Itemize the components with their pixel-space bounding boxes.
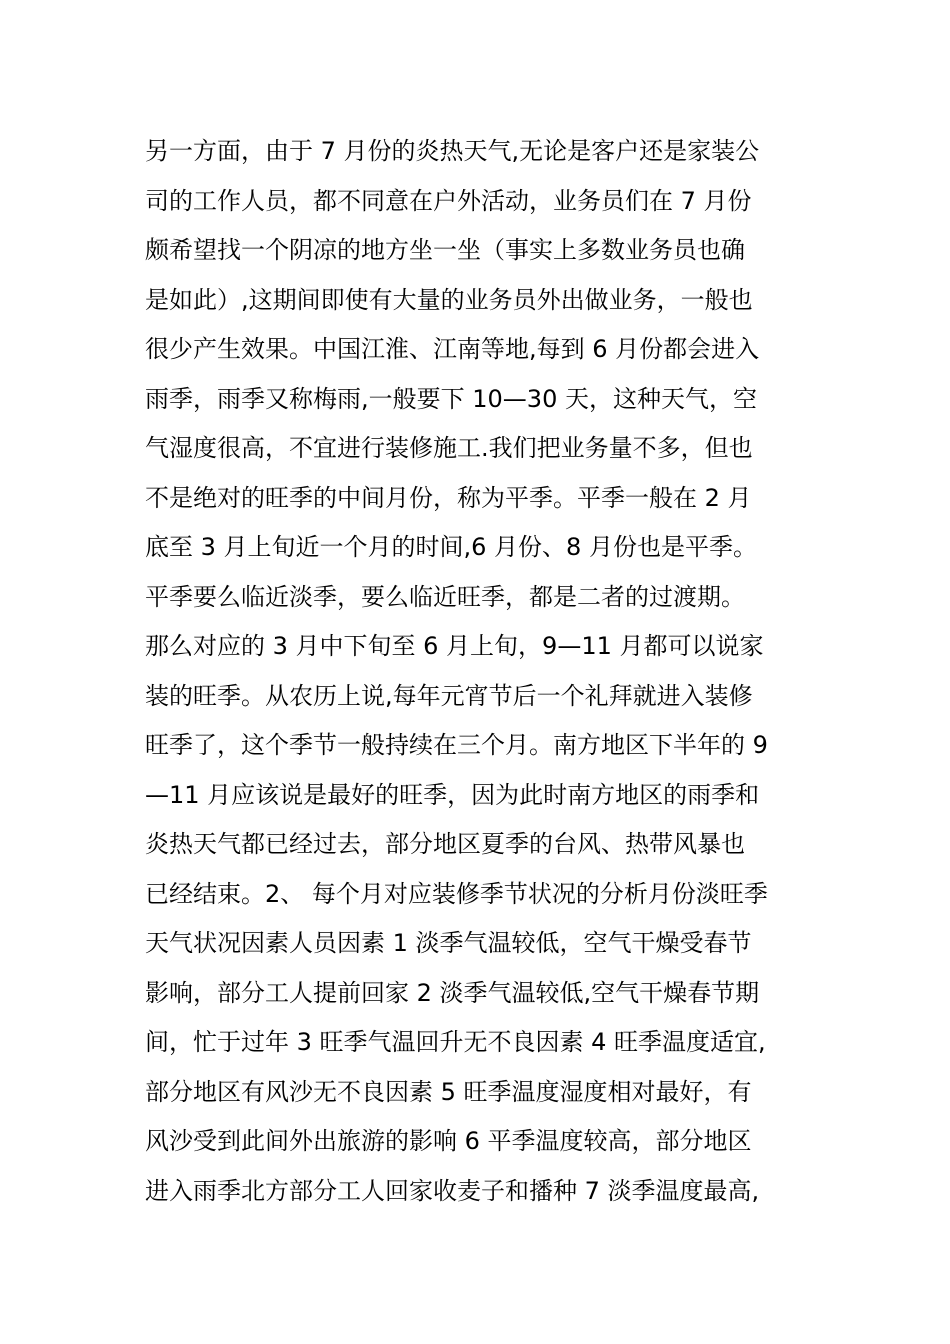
text-line: 雨季，雨季又称梅雨,一般要下 10—30 天，这种天气，空 [145,384,757,413]
text-line: 风沙受到此间外出旅游的影响 6 平季温度较高，部分地区 [145,1127,752,1155]
text-line: 底至 3 月上旬近一个月的时间,6 月份、8 月份也是平季。 [145,533,757,561]
text-line: 间，忙于过年 3 旺季气温回升无不良因素 4 旺季温度适宜, [145,1028,766,1056]
text-line: 平季要么临近淡季，要么临近旺季，都是二者的过渡期。 [145,582,745,611]
text-line: 是如此）,这期间即使有大量的业务员外出做业务，一般也 [145,285,753,314]
text-line: 炎热天气都已经过去，部分地区夏季的台风、热带风暴也 [145,830,745,858]
text-line: 不是绝对的旺季的中间月份，称为平季。平季一般在 2 月 [145,483,752,512]
text-line: 天气状况因素人员因素 1 淡季气温较低，空气干燥受春节 [145,929,752,957]
text-line: 部分地区有风沙无不良因素 5 旺季温度湿度相对最好，有 [145,1077,752,1106]
text-line: 进入雨季北方部分工人回家收麦子和播种 7 淡季温度最高, [145,1176,760,1205]
text-line: 装的旺季。从农历上说,每年元宵节后一个礼拜就进入装修 [145,681,753,710]
text-line: 司的工作人员，都不同意在户外活动，业务员们在 7 月份 [145,186,752,215]
text-line: 气湿度很高，不宜进行装修施工.我们把业务量不多，但也 [145,434,753,462]
body-text [145,130,825,1219]
text-line: 另一方面，由于 7 月份的炎热天气,无论是客户还是家装公 [145,137,760,165]
text-line: 已经结束。2、 每个月对应装修季节状况的分析月份淡旺季 [145,879,768,908]
text-line: —11 月应该说是最好的旺季，因为此时南方地区的雨季和 [145,780,760,809]
text-line: 颇希望找一个阴凉的地方坐一坐（事实上多数业务员也确 [145,236,745,264]
text-line: 那么对应的 3 月中下旬至 6 月上旬，9—11 月都可以说家 [145,632,764,660]
text-line: 很少产生效果。中国江淮、江南等地,每到 6 月份都会进入 [145,335,760,363]
text-line: 影响，部分工人提前回家 2 淡季气温较低,空气干燥春节期 [145,978,760,1007]
text-line: 旺季了，这个季节一般持续在三个月。南方地区下半年的 9 [145,731,768,759]
